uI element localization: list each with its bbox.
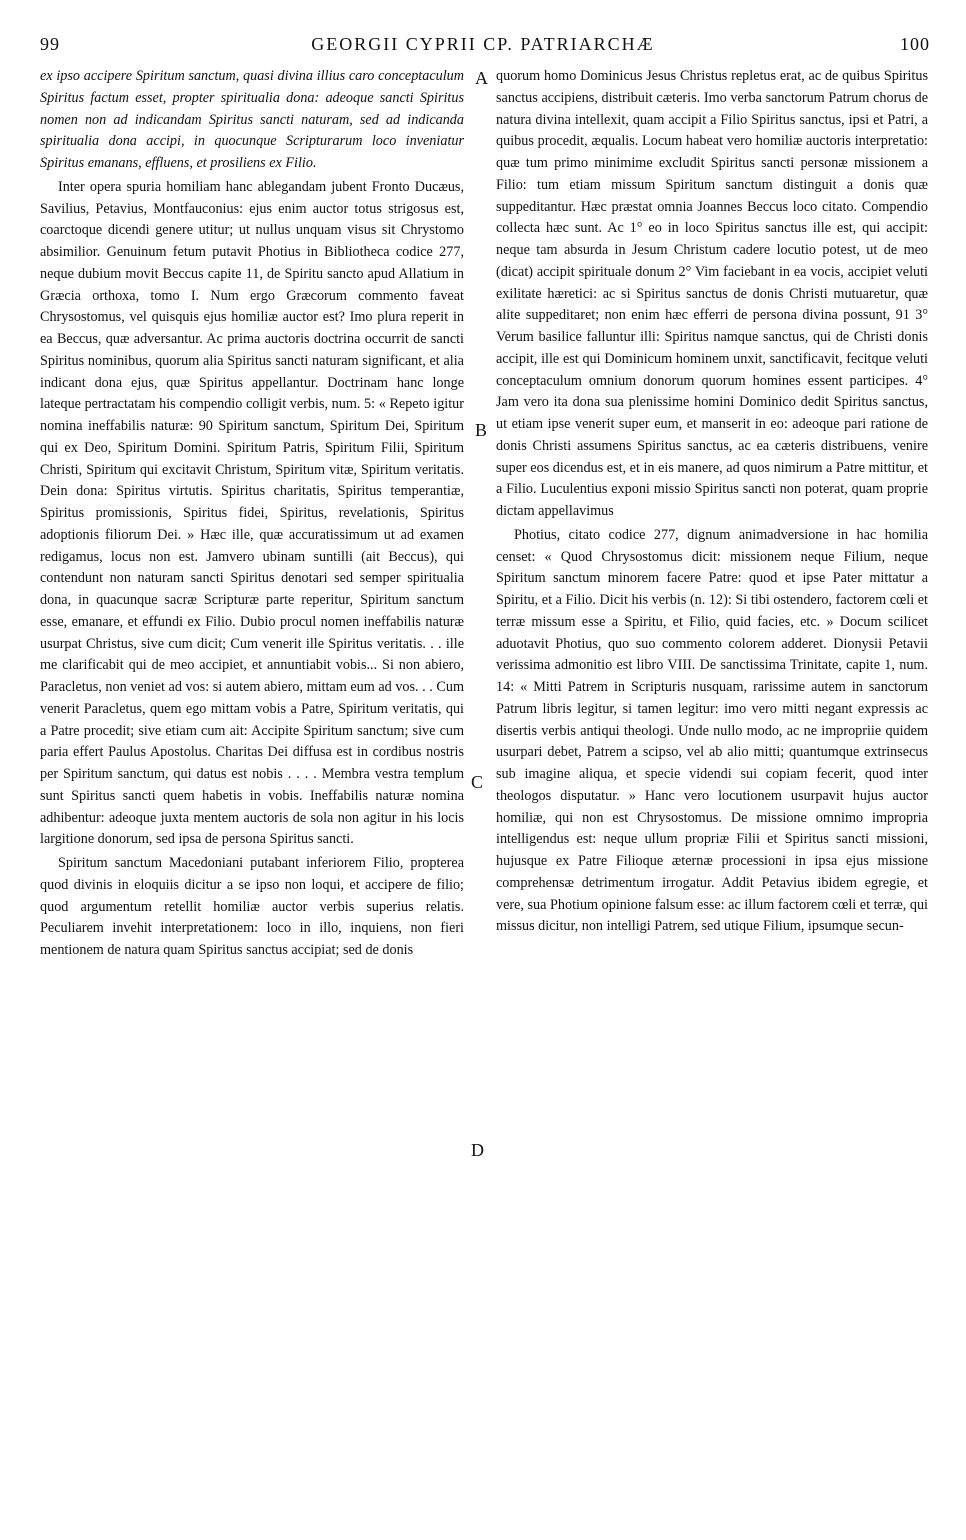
right-paragraph-1: quorum homo Dominicus Jesus Christus repletus erat, ac de quibus Spiritus sanctus accipiens, distribuit cæteris. Imo verba sanctorum Patrum chorus de natura divina intellexit, quam accipit a Filio Spiritus sanctus, ipsi et Patri, a quibus procedit, æqualis. Locum habeat vero homiliæ auctoris interpretatio: quæ tum primo minimime excludit Spiritus sancti personæ missionem a Filio: tum etiam missum Spiritum sanctum distinguit a donis quæ suppeditantur. Hæc præstat omnia Joannes Beccus loco citato. Compendio collecta hæc sunt. Ac 1° eo in loco Spiritus sanctus ille est, qui accipit: neque tam absurda in Jesum Christum cadere locutio potest, ut de meo (dicat) accipit spirituale donum 2° Vim faciebant in ea vocis, accipiet veluti exilitate hæretici: ac si Spiritus sanctus de donis Christi mutuaretur, quæ alite suppeditaret; non enim hæc efferri de persona divina possunt, 91 3° Verum basilice falluntur illi: Spiritus namque sanctus, qui de Christi donis accipit, ille est qui Dominicum hominem unxit, sanctificavit, fecitque veluti conceptaculum omnium donorum quorum homines essent participes. 4° Jam vero ita dona sua plenissime homini Dominico dedit Spiritus sanctus, ut etiam ipse venerit super eum, et manserit in eo: adeoque pari ratione de donis Christi assumens Spiritus sanctus, ac ea cæteris distribuens, venire super eos dicendus est, et in eis manere, ad quos nimirum a Patre mittitur, et a Filio. Luculentius exponi missio Spiritus sancti non poterat, quam proprie dictam appellavimus [496,68,928,519]
left-paragraph-1: ex ipso accipere Spiritum sanctum, quasi divina illius caro conceptaculum Spiritus factum esset, propter spiritualia dona: adeoque sancti Spiritus nomen non ad indicandam Spiritus sancti naturam, sed ad indicanda spiritualia dona accipi, in quocunque Scripturarum loco inveniatur Spiritus emanans, effluens, et prosiliens ex Filio. [40,68,464,171]
left-paragraph-3: Spiritum sanctum Macedoniani putabant inferiorem Filio, propterea quod divinis in eloquiis dicitur a se ipso non loqui, et accipere de filio; quod argumentum retellit homiliæ auctor verbis superius relatis. Peculiarem invehit interpretationem: loco in illo, inquiens, non fieri mentionem de natura quam Spiritus sanctus accipiat; sed de donis [40,855,464,958]
page-number-left: 99 [40,34,60,54]
right-column [496,66,928,1506]
margin-letter-b: B [475,420,488,440]
left-paragraph-2: Inter opera spuria homiliam hanc ablegandam jubent Fronto Ducæus, Savilius, Petavius, Montfauconius: ejus enim auctor totus strigosus est, coarctoque dicendi genere utitur; ut nullus unquam visus sit Chrystomo absimilior. Genuinum fetum putavit Photius in Bibliotheca codice 277, neque dubium movit Beccus capite 11, de Spiritu sancto apud Allatium in Græcia orthoxa, tomo I. Num ergo Græcorum commento faveat Chrysostomus, vel quisquis ejus homiliæ auctor est? Imo plura reperit in ea Beccus, quæ adversantur. Ac prima auctoris doctrina occurrit de sancti Spiritus nominibus, quorum alia Spiritus sancti naturam significant, et alia indicant dona ejus, quæ Spiritus appellantur. Doctrinam hanc longe lateque pertractatam his compendio colligit verbis, num. 5: « Repeto igitur nomina ineffabilis naturæ: 90 Spiritum sanctum, Spiritum Dei, Spiritum qui ex Deo, Spiritum Domini. Spiritum Patris, Spiritum Filii, Spiritum Christi, Spiritum qui excitavit Christum, Spiritum vitæ, Spiritum veritatis. Dein dona: Spiritus virtutis. Spiritus charitatis, Spiritus temperantiæ, Spiritus promissionis, Spiritus fidei, Spiritus, revelationis, Spiritus adoptionis filiorum Dei. » Hæc ille, quæ accuratissimum ut ad examen redigamus, locus non est. Jamvero ubinam suntilli (ait Beccus), qui contendunt non naturam sancti Spiritus denotari sed semper spiritualia dona, in quacunque sacræ Scripturæ parte reperitur, Spiritum sanctum esse, emanare, et effundi ex Filio. Dubio procul nomen ineffabilis naturæ usurpat Christus, sive cum dicit; Cum venerit ille Spiritus veritatis. . . ille me clarificabit qui de meo accipiet, et annuntiabit vobis... Si non abiero, Paracletus, non veniet ad vos: si autem abiero, mittam eum ad vos. . . Cum venerit Paracletus, quem ego mittam vobis a Patre, Spiritum veritatis, qui a Patre procedit; sive etiam cum ait: Accipite Spiritum sanctum; sive cum paria effert Paulus Apostolus. Charitas Dei diffusa est in cordibus nostris per Spiritum sanctum, qui datus est nobis . . . . Membra vestra templum sunt Spiritus sancti quem habetis in vobis. Ineffabilis naturæ nomina adhibentur: adeoque juxta mentem auctoris de sola non agitur in his locis largitione donorum, sed ipsa de persona Spiritus sancti. [40,178,464,848]
running-header [0,34,966,60]
left-column [40,66,464,1506]
page-number-right: 100 [900,34,930,54]
running-title: GEORGII CYPRII CP. PATRIARCHÆ [311,34,655,54]
margin-letter-a: A [475,68,488,88]
margin-letter-d: D [471,1140,484,1160]
margin-letter-c: C [471,772,484,792]
right-paragraph-2: Photius, citato codice 277, dignum animadversione in hac homilia censet: « Quod Chrysostomus dicit: missionem neque Filium, neque Spiritum sanctum minorem facere Patre: quod et ipse Pater mittatur a Spiritu, et a Filio. Dicit his verbis (n. 12): Si tibi ostendero, factorem cœli et terræ missum esse a Spiritu, et Filio, quid facies, etc. » Docum scilicet aduotavit Photius, quo suo commento colorem adderet. Dionysii Petavii verissima admonitio est libro VIII. De sanctissima Trinitate, capite 1, num. 14: « Mitti Patrem in Scripturis nusquam, rarissime autem in sanctorum Patrum libris legitur, si tamen legitur: imo vero mitti negant expressis ac disertis verbis antiqui theologi. Unde nullo modo, ac ne impropriie quidem usurpari debet, Patrem a scipso, vel ab alio mitti; quantumque extrinsecus sub imagine aliqua, et specie videndi sui copiam fecerit, quod inter theologos disputatur. » Hanc vero locutionem usurpavit hujus auctor homiliæ, qui non est Chrysostomus. De missione omnimo impropria intelligendus est: neque ullum propriæ Filii et Spiritus sancti missioni, hujusque ex Patre Filioque æternæ processioni in ipsa ejus missione comprehensæ detrimentum irrogatur. Addit Petavius ibidem egregie, et vere, sua Photium opinione falsum esse: ac illum factorem cœli et terræ, qui missus dicitur, non intelligi Patrem, sed utique Filium, ipsumque secun- [496,526,928,935]
